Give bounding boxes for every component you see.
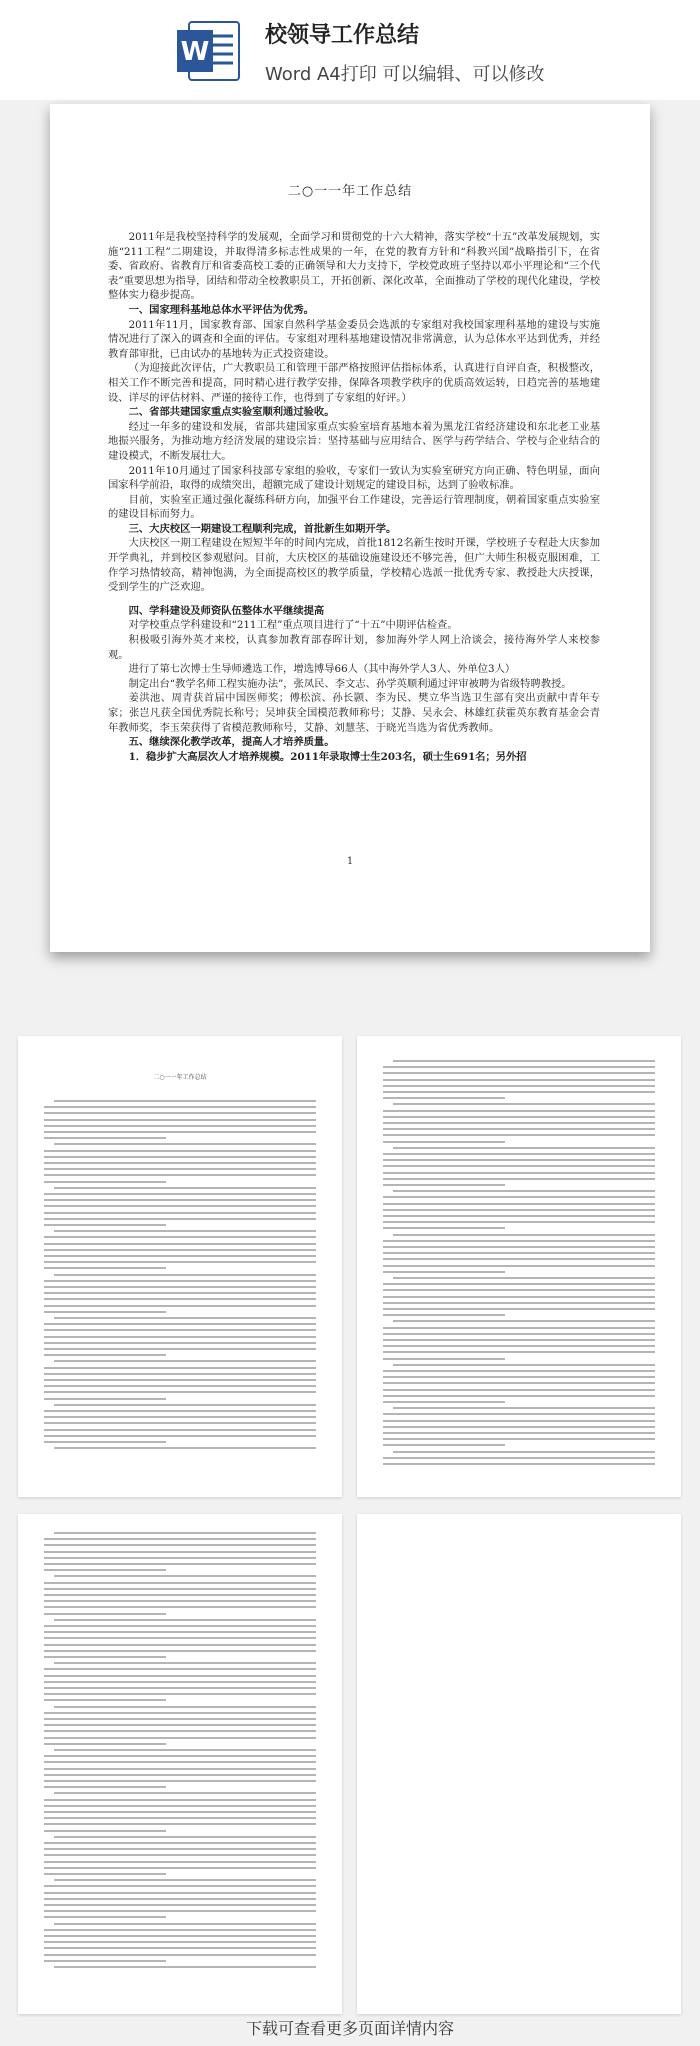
thumbnail-text-line xyxy=(44,1236,316,1238)
thumbnail-text-line xyxy=(383,1358,505,1360)
thumbnail-text-line xyxy=(44,1761,316,1763)
section-heading: 四、学科建设及师资队伍整体水平继续提高 xyxy=(128,604,325,617)
thumbnail-text-line xyxy=(44,1687,316,1689)
body-paragraph: 积极吸引海外英才来校，认真参加教育部春晖计划，参加海外学人网上洽谈会，接待海外学人来校参观。 xyxy=(108,634,600,661)
thumbnail-text-line xyxy=(383,1382,655,1384)
thumbnail-text-line xyxy=(383,1116,655,1118)
thumbnail-text-line xyxy=(383,1314,505,1316)
thumbnail-text-line xyxy=(44,1286,316,1288)
thumbnail-text-line xyxy=(383,1376,655,1378)
document-body xyxy=(108,230,600,764)
thumbnail-text-line xyxy=(54,1706,316,1708)
thumbnail-text-line xyxy=(54,1404,316,1406)
thumbnail-text-line xyxy=(383,1413,655,1415)
thumbnail-text-line xyxy=(383,1302,655,1304)
thumbnail-text-line xyxy=(393,1147,655,1149)
thumbnail-text-line xyxy=(44,1557,316,1559)
thumbnail-text-line xyxy=(393,1407,655,1409)
thumbnail-text-line xyxy=(44,1861,316,1863)
section-heading: 一、国家理科基地总体水平评估为优秀。 xyxy=(128,303,314,316)
thumbnail-text-line xyxy=(383,1085,655,1087)
header-title: 校领导工作总结 xyxy=(265,23,420,48)
thumbnail-text-line xyxy=(44,1737,316,1739)
thumbnail-text-line xyxy=(44,1422,316,1424)
thumbnail-text-line xyxy=(44,1441,166,1443)
thumbnail-text-line xyxy=(383,1370,655,1372)
thumbnail-text-line xyxy=(44,1336,316,1338)
thumbnail-text-line xyxy=(44,1755,316,1757)
thumbnail-text-line xyxy=(393,1364,655,1366)
thumbnail-text-line xyxy=(383,1265,655,1267)
thumbnail-text-line xyxy=(383,1203,655,1205)
body-paragraph: 2011年10月通过了国家科技部专家组的验收，专家们一致认为实验室研究方向正确、特色明显，面向国家科学前沿，取得的成绩突出，超额完成了建设计划规定的建设目标，达到了验收标准。 xyxy=(108,464,600,492)
body-paragraph: 制定出台“教学名师工程实施办法”，张凤民、李文志、孙学英顺利通过评审被聘为省级特聘教授。 xyxy=(128,677,572,690)
download-more-text[interactable]: 下载可查看更多页面详情内容 xyxy=(245,2019,454,2038)
thumbnail-text-line xyxy=(383,1289,655,1291)
thumbnail-text-line xyxy=(54,1923,316,1925)
thumbnail-text-line xyxy=(44,1637,316,1639)
thumbnail-text-line xyxy=(54,1836,316,1838)
thumbnail-text-line xyxy=(44,1823,316,1825)
thumbnail-text-line xyxy=(44,1768,316,1770)
thumbnail-text-line xyxy=(54,1100,316,1102)
thumbnail-text-line xyxy=(44,1817,316,1819)
body-paragraph: 大庆校区一期工程建设在短短半年的时间内完成，首批1812名新生按时开课，学校班子专程赴大庆参加开学典礼，并到校区参观慰问。目前，大庆校区的基础设施建设还不够完善，但广大师生积极克服困难，工作学习热情较高，精神饱满，为全面提高校区的教学质量，学校精心选派一批优秀专家、教授赴大庆授课，受到学生的广泛欢迎。 xyxy=(108,537,600,594)
thumbnail-text-line xyxy=(44,1348,316,1350)
thumbnail-text-line xyxy=(44,1786,166,1788)
thumbnail-text-line xyxy=(393,1103,655,1105)
thumbnail-text-line xyxy=(383,1141,505,1143)
thumbnail-text-line xyxy=(44,1910,316,1912)
thumbnail-text-line xyxy=(383,1172,655,1174)
thumbnail-text-line xyxy=(383,1351,655,1353)
thumbnail-text-line xyxy=(44,1799,316,1801)
thumbnail-text-line xyxy=(54,1619,316,1621)
thumbnail-text-line xyxy=(383,1327,655,1329)
body-paragraph: 姜洪池、周青获首届中国医师奖；傅松滨、孙长颢、李为民、樊立华当选卫生部有突出贡献中青年专家；张岂凡获全国优秀院长称号；吴坤获全国模范教师称号；艾静、吴永会、林雄红获霍英东教育基金会青年教师奖，李玉荣获得了省模范教师称号，艾静、刘慧茎、于晓光当选为省优秀教师。 xyxy=(108,692,600,734)
thumbnail-text-line xyxy=(44,1119,316,1121)
thumbnail-text-line xyxy=(54,1966,316,1968)
thumbnail-text-line xyxy=(44,1712,316,1714)
thumbnail-text-line xyxy=(44,1218,316,1220)
thumbnail-text-line xyxy=(44,1811,316,1813)
thumbnail-text-line xyxy=(44,1342,316,1344)
thumbnail-text-line xyxy=(383,1457,655,1459)
thumbnail-text-line xyxy=(383,1240,655,1242)
document-page-preview xyxy=(50,104,650,952)
thumbnail-text-line xyxy=(383,1333,655,1335)
thumbnail-text-line xyxy=(44,1137,166,1139)
thumbnail-text-line xyxy=(383,1178,655,1180)
body-paragraph: 进行了第七次博士生导师遴选工作，增选博导66人（其中海外学人3人、外单位3人） xyxy=(128,663,516,676)
thumbnail-text-line xyxy=(383,1221,655,1223)
thumbnail-text-line xyxy=(44,1551,316,1553)
thumbnail-text-line xyxy=(54,1749,316,1751)
thumbnail-text-line xyxy=(44,1311,166,1313)
thumbnail-text-line xyxy=(44,1904,316,1906)
thumbnail-text-line xyxy=(383,1227,505,1229)
word-logo-letter: W xyxy=(180,37,210,67)
thumbnail-text-line xyxy=(54,1447,316,1449)
thumbnail-text-line xyxy=(383,1296,655,1298)
thumbnail-text-line xyxy=(44,1255,316,1257)
thumbnail-text-line xyxy=(383,1401,505,1403)
page-thumbnail-2[interactable] xyxy=(357,1036,681,1497)
thumbnail-text-line xyxy=(54,1317,316,1319)
thumbnail-text-line xyxy=(54,1274,316,1276)
thumbnail-text-line xyxy=(44,1224,166,1226)
thumbnail-text-line xyxy=(383,1122,655,1124)
thumbnail-text-line xyxy=(44,1675,316,1677)
thumbnail-text-line xyxy=(44,1305,316,1307)
thumbnail-text-line xyxy=(44,1693,316,1695)
thumbnail-text-line xyxy=(44,1854,316,1856)
thumbnail-text-line xyxy=(44,1280,316,1282)
thumbnail-text-line xyxy=(44,1329,316,1331)
thumbnail-text-line xyxy=(44,1644,316,1646)
section-heading: 二、省部共建国家重点实验室顺利通过验收。 xyxy=(128,406,335,419)
thumbnail-text-line xyxy=(44,1205,316,1207)
thumbnail-text-line xyxy=(383,1283,655,1285)
thumbnail-text-line xyxy=(44,1873,166,1875)
thumbnail-text-line xyxy=(44,1112,316,1114)
section-heading: 三、大庆校区一期建设工程顺利完成，首批新生如期开学。 xyxy=(128,522,397,535)
thumbnail-title: 二○一一年工作总结 xyxy=(153,1074,207,1081)
thumbnail-text-line xyxy=(44,1724,316,1726)
thumbnail-text-line xyxy=(383,1252,655,1254)
thumbnail-text-line xyxy=(54,1187,316,1189)
thumbnail-text-line xyxy=(44,1323,316,1325)
thumbnail-text-line xyxy=(383,1196,655,1198)
body-paragraph: （为迎接此次评估，广大教职员工和管理干部严格按照评估指标体系，认真进行自评自查，积极整改，相关工作不断完善和提高，同时精心进行教学安排，保障各项教学秩序的优质高效运转，日趋完善的基地建设、详尽的评估材料、严谨的接待工作，也得到了专家组的好评。） xyxy=(108,362,600,404)
thumbnail-text-line xyxy=(44,1594,316,1596)
thumbnail-text-line xyxy=(44,1650,316,1652)
thumbnail-text-line xyxy=(44,1718,316,1720)
thumbnail-text-line xyxy=(44,1106,316,1108)
thumbnail-text-line xyxy=(44,1429,316,1431)
thumbnail-text-line xyxy=(44,1193,316,1195)
thumbnail-text-line xyxy=(383,1438,655,1440)
thumbnail-text-line xyxy=(44,1743,166,1745)
thumbnail-text-line xyxy=(44,1656,166,1658)
thumbnail-text-line xyxy=(44,1668,316,1670)
thumbnail-text-line xyxy=(393,1277,655,1279)
thumbnail-text-line xyxy=(44,1588,316,1590)
thumbnail-text-line xyxy=(383,1258,655,1260)
thumbnail-text-line xyxy=(54,1662,316,1664)
thumbnail-text-line xyxy=(44,1842,316,1844)
thumbnail-text-line xyxy=(44,1292,316,1294)
thumbnail-text-line xyxy=(44,1730,316,1732)
thumbnail-text-line xyxy=(44,1131,316,1133)
thumbnail-text-line xyxy=(44,1181,166,1183)
thumbnail-text-line xyxy=(44,1373,316,1375)
thumbnail-text-line xyxy=(54,1575,316,1577)
body-paragraph: 2011年11月，国家教育部、国家自然科学基金委员会选派的专家组对我校国家理科基地的建设与实施情况进行了深入的调查和全面的评估。专家组对理科基地建设情况非常满意，认为总体水平达到优秀，并经教育部审批，已由试办的基地转为正式投资建设。 xyxy=(108,318,600,360)
thumbnail-text-line xyxy=(44,1243,316,1245)
thumbnail-text-line xyxy=(383,1066,655,1068)
thumbnail-text-line xyxy=(44,1385,316,1387)
thumbnail-text-line xyxy=(44,1261,316,1263)
thumbnail-text-line xyxy=(44,1582,316,1584)
thumbnail-text-line xyxy=(44,1267,166,1269)
document-title: 二○一一年工作总结 xyxy=(287,184,413,199)
body-paragraph: 2011年是我校坚持科学的发展观，全面学习和贯彻党的十六大精神，落实学校“十五”改革发展规划，实施“211工程”二期建设，并取得清多标志性成果的一年，在党的教育方针和“科教兴国”战略指引下，在省委、省政府、省教育厅和省委高校工委的正确领导和大力支持下，学校党政班子坚持以邓小平理论和“三个代表”重要思想为指导，团结和带动全校教职员工，开拓创新、深化改革，全面推动了学校的现代化建设，学校整体实力稳步提高。 xyxy=(108,231,600,302)
thumbnail-text-line xyxy=(383,1444,505,1446)
thumbnail-text-line xyxy=(44,1199,316,1201)
thumbnail-text-line xyxy=(54,1792,316,1794)
thumbnail-text-line xyxy=(44,1544,316,1546)
thumbnail-text-line xyxy=(44,1125,316,1127)
thumbnail-text-line xyxy=(44,1916,166,1918)
thumbnail-text-line xyxy=(383,1463,655,1465)
section-heading: 五、继续深化教学改革，提高人才培养质量。 xyxy=(128,736,335,749)
thumbnail-text-line xyxy=(383,1345,655,1347)
thumbnail-text-line xyxy=(383,1079,655,1081)
thumbnail-text-line xyxy=(44,1416,316,1418)
section-heading: 1．稳步扩大高层次人才培养规模。2011年录取博士生203名，硕士生691名；另外招 xyxy=(128,750,527,763)
thumbnail-text-line xyxy=(44,1805,316,1807)
thumbnail-text-line xyxy=(44,1892,316,1894)
thumbnail-text-line xyxy=(383,1184,505,1186)
thumbnail-text-line xyxy=(393,1234,655,1236)
thumbnail-text-line xyxy=(54,1230,316,1232)
thumbnail-text-line xyxy=(54,1532,316,1534)
thumbnail-text-line xyxy=(44,1631,316,1633)
thumbnail-text-line xyxy=(44,1162,316,1164)
page-number: 1 xyxy=(346,856,354,867)
page-thumbnail-3[interactable] xyxy=(18,1514,342,2014)
thumbnail-text-line xyxy=(44,1538,316,1540)
thumbnail-text-line xyxy=(44,1929,316,1931)
body-paragraph: 目前，实验室正通过强化凝练科研方向，加强平台工作建设，完善运行管理制度，朝着国家重点实验室的建设目标而努力。 xyxy=(108,493,600,521)
thumbnail-text-line xyxy=(44,1941,316,1943)
body-paragraph: 对学校重点学科建设和“211工程”重点项目进行了“十五”中期评估检查。 xyxy=(128,619,458,632)
thumbnail-text-line xyxy=(44,1569,166,1571)
thumbnail-text-line xyxy=(44,1774,316,1776)
thumbnail-text-line xyxy=(383,1426,655,1428)
thumbnail-text-line xyxy=(44,1613,166,1615)
thumbnail-text-line xyxy=(44,1954,316,1956)
thumbnail-text-line xyxy=(393,1320,655,1322)
thumbnail-text-line xyxy=(44,1410,316,1412)
thumbnail-text-line xyxy=(44,1398,166,1400)
thumbnail-text-line xyxy=(393,1190,655,1192)
thumbnail-text-line xyxy=(44,1606,316,1608)
word-icon xyxy=(175,18,241,84)
thumbnail-text-line xyxy=(383,1153,655,1155)
thumbnail-text-line xyxy=(44,1848,316,1850)
thumbnail-text-line xyxy=(383,1097,505,1099)
thumbnail-text-line xyxy=(44,1960,166,1962)
thumbnail-text-line xyxy=(54,1360,316,1362)
thumbnail-text-line xyxy=(54,1879,316,1881)
thumbnail-text-line xyxy=(383,1271,505,1273)
thumbnail-text-line xyxy=(383,1209,655,1211)
thumbnail-text-line xyxy=(44,1156,316,1158)
thumbnail-text-line xyxy=(54,1143,316,1145)
thumbnail-text-line xyxy=(44,1867,316,1869)
thumbnail-text-line xyxy=(44,1391,316,1393)
thumbnail-text-line xyxy=(44,1600,316,1602)
thumbnail-text-line xyxy=(393,1451,655,1453)
thumbnail-text-line xyxy=(383,1432,655,1434)
thumbnail-text-line xyxy=(383,1110,655,1112)
thumbnail-text-line xyxy=(44,1212,316,1214)
thumbnail-text-line xyxy=(44,1947,316,1949)
thumbnail-text-line xyxy=(44,1681,316,1683)
thumbnail-text-line xyxy=(44,1174,316,1176)
thumbnail-text-line xyxy=(44,1780,316,1782)
thumbnail-text-line xyxy=(383,1072,655,1074)
thumbnail-text-line xyxy=(44,1935,316,1937)
page-thumbnail-4[interactable] xyxy=(357,1514,681,2014)
thumbnail-text-line xyxy=(44,1625,316,1627)
page-thumbnail-1[interactable] xyxy=(18,1036,342,1497)
thumbnail-text-line xyxy=(44,1885,316,1887)
thumbnail-text-line xyxy=(383,1339,655,1341)
thumbnail-text-line xyxy=(44,1898,316,1900)
thumbnail-text-line xyxy=(383,1159,655,1161)
thumbnail-text-line xyxy=(44,1699,166,1701)
thumbnail-text-line xyxy=(44,1435,316,1437)
thumbnail-text-line xyxy=(383,1420,655,1422)
thumbnail-text-line xyxy=(44,1563,316,1565)
header-subtitle: Word A4打印 可以编辑、可以修改 xyxy=(265,64,545,85)
thumbnail-text-line xyxy=(44,1379,316,1381)
thumbnail-text-line xyxy=(383,1395,655,1397)
thumbnail-text-line xyxy=(383,1128,655,1130)
thumbnail-text-line xyxy=(383,1165,655,1167)
thumbnail-text-line xyxy=(383,1091,655,1093)
thumbnail-text-line xyxy=(383,1246,655,1248)
thumbnail-text-line xyxy=(383,1389,655,1391)
header-banner xyxy=(0,0,700,100)
thumbnail-text-line xyxy=(383,1134,655,1136)
thumbnail-text-line xyxy=(44,1830,166,1832)
thumbnail-text-line xyxy=(383,1308,655,1310)
thumbnail-text-line xyxy=(393,1060,655,1062)
thumbnail-text-line xyxy=(44,1150,316,1152)
thumbnail-text-line xyxy=(44,1298,316,1300)
body-paragraph: 经过一年多的建设和发展，省部共建国家重点实验室培育基地本着为黑龙江省经济建设和东北老工业基地振兴服务，为推动地方经济发展的建设宗旨：坚持基础与应用结合、医学与药学结合、学校与企业结合的建设模式，不断发展壮大。 xyxy=(108,420,600,462)
thumbnail-text-line xyxy=(44,1168,316,1170)
thumbnail-text-line xyxy=(44,1367,316,1369)
thumbnail-text-line xyxy=(44,1249,316,1251)
thumbnail-text-line xyxy=(44,1354,166,1356)
thumbnail-text-line xyxy=(383,1215,655,1217)
